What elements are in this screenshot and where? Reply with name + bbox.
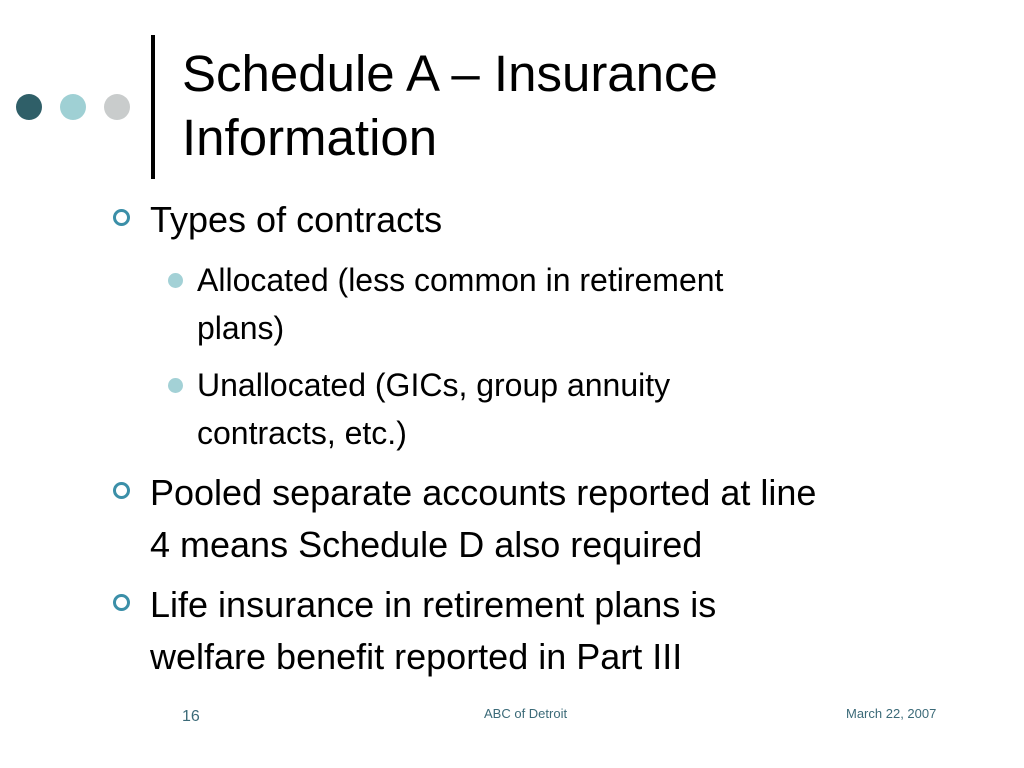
bullet-pooled-separate-accounts [150, 467, 970, 571]
bullet-line2: 4 means Schedule D also required [150, 524, 703, 565]
ring-bullet-icon [113, 209, 130, 226]
sub-bullet-line2: contracts, etc.) [197, 415, 407, 451]
sub-bullet-line1: Allocated (less common in retirement [197, 262, 724, 298]
slide-title-line2: Information [182, 109, 438, 166]
sub-bullet-line1: Unallocated (GICs, group annuity [197, 367, 671, 403]
sub-bullet-line2: plans) [197, 310, 285, 346]
footer-presenter: ABC of Detroit [484, 706, 568, 721]
bullet-text: Types of contracts [150, 199, 443, 240]
bullet-types-of-contracts [150, 194, 970, 246]
bullet-line1: Life insurance in retirement plans is [150, 584, 717, 625]
ring-bullet-icon [113, 594, 130, 611]
sub-bullet-unallocated [197, 361, 917, 457]
bullet-line1: Pooled separate accounts reported at line [150, 472, 817, 513]
dot-bullet-icon [168, 273, 183, 288]
bullet-life-insurance [150, 579, 970, 683]
footer-date: March 22, 2007 [846, 706, 937, 721]
sub-bullet-allocated [197, 256, 917, 352]
ring-bullet-icon [113, 482, 130, 499]
bullet-line2: welfare benefit reported in Part III [150, 636, 683, 677]
footer-page-number: 16 [182, 708, 200, 725]
dot-bullet-icon [168, 378, 183, 393]
slide-title-line1: Schedule A – Insurance [182, 45, 718, 102]
